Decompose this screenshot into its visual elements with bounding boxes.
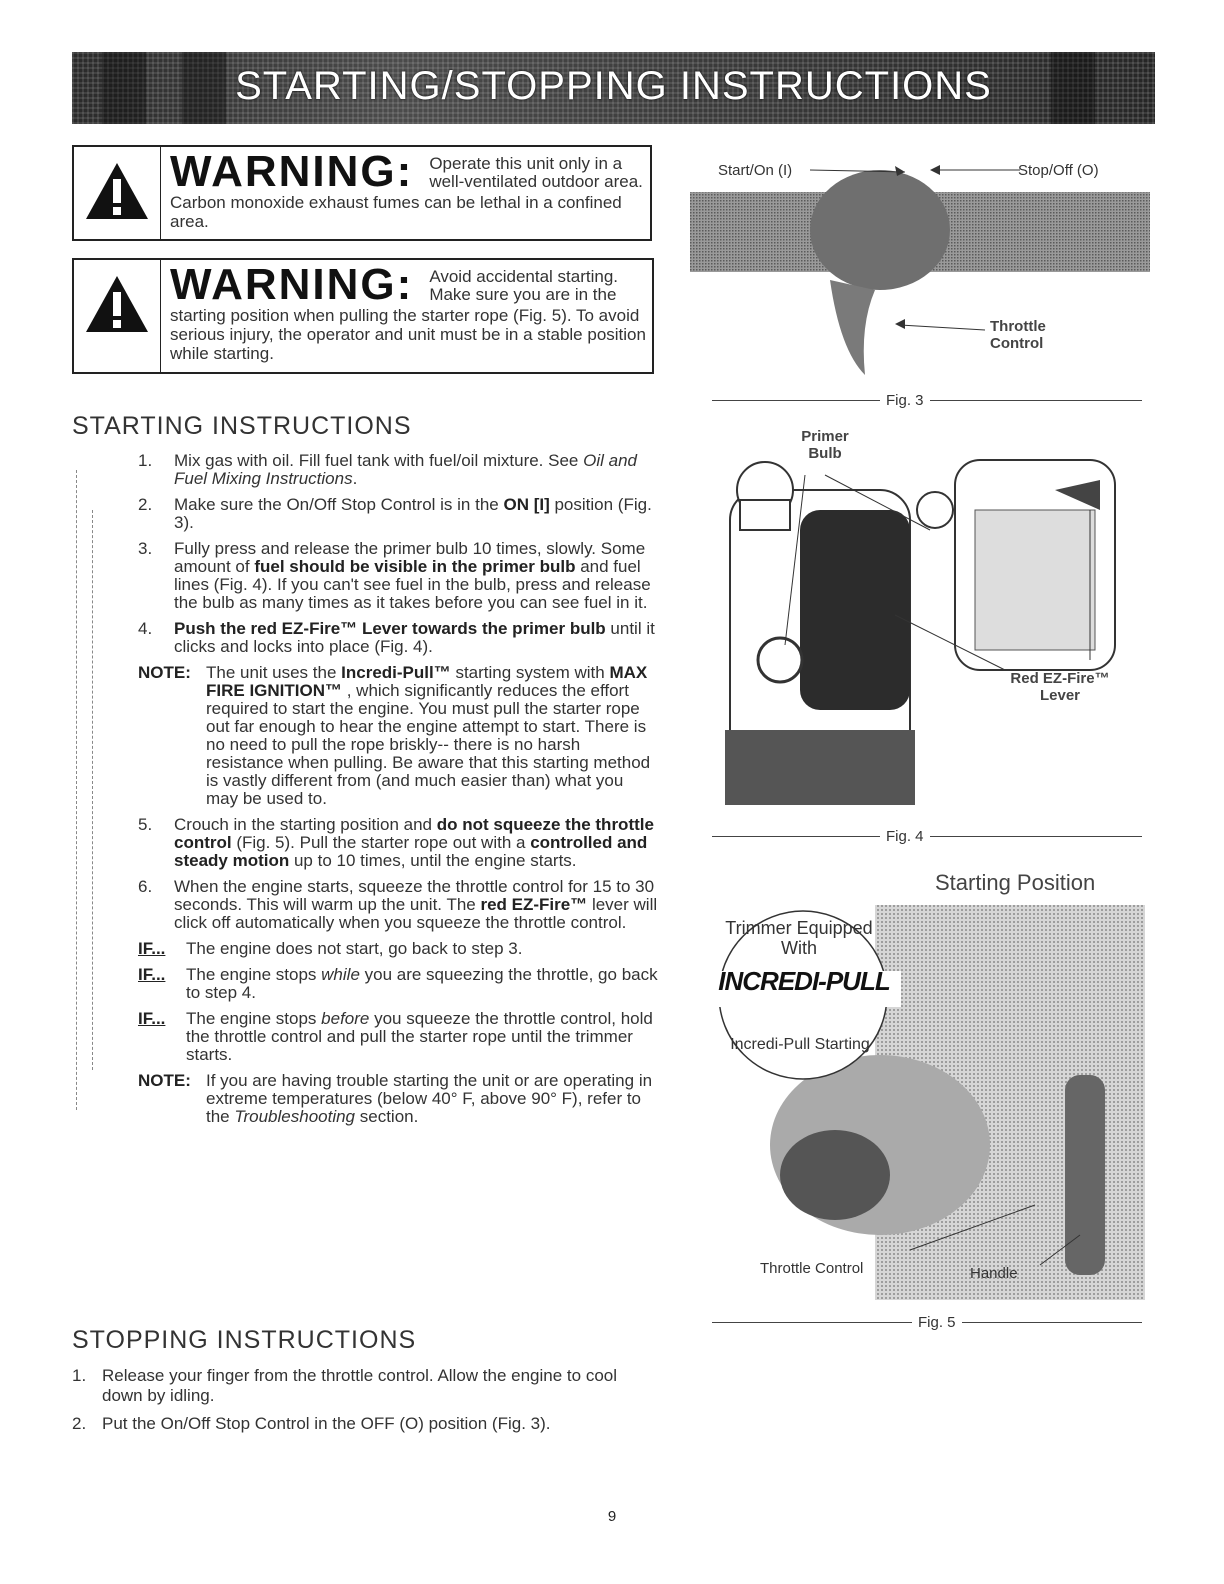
starting-steps [138,452,658,1134]
fig5-label-handle: Handle [970,1265,1018,1282]
fig4-illustration [705,430,1145,820]
if-not-start: IF... The engine does not start, go back to step 3. [138,939,523,958]
fig3-label-stop-off: Stop/Off (O) [1018,162,1099,179]
warning-label: WARNING: [170,147,414,196]
step-1: 1. Mix gas with oil. Fill fuel tank with fuel/oil mixture. See Oil and Fuel Mixing Instructions. [138,451,637,488]
fig5-photo [705,905,1145,1300]
page-number: 9 [607,1508,617,1525]
warning-box-ventilation [72,145,652,241]
header-banner [72,52,1155,124]
stop-switch-housing [810,170,950,290]
fig5-badge-bottom: Incredi-Pull Starting [730,1036,870,1053]
warning-body-text: Carbon monoxide exhaust fumes can be lethal in a confined area. [170,193,622,231]
step-2: 2. Make sure the On/Off Stop Control is in the ON [I] position (Fig. 3). [138,495,652,532]
fig5-caption: Fig. 5 [912,1314,962,1331]
fig5-heading: Starting Position [935,870,1096,895]
step-6: 6. When the engine starts, squeeze the throttle control for 15 to 30 seconds. This will warm up the unit. The red EZ-Fire™ lever will click off automatically when you squeeze the throttle control. [138,877,658,932]
fig3-caption: Fig. 3 [880,392,930,409]
stop-step-2: 2. Put the On/Off Stop Control in the OFF (O) position (Fig. 3). [72,1414,551,1433]
step-5: 5. Crouch in the starting position and do not squeeze the throttle control (Fig. 5). Pull the starter rope out with a controlled and steady motion up to 10 times, until the engine starts. [138,815,654,870]
fig5-badge-top: Trimmer Equipped With [725,918,873,958]
note-incredi-pull: NOTE: The unit uses the Incredi-Pull™ starting system with MAX FIRE IGNITION™ , which significantly reduces the effort required to start the engine. You must pull the starter rope out far enough to hear the engine attempt to start. There is no need to pull the rope briskly-- there is no harsh resistance when pulling. Be aware that this starting method is vastly different from (and much easier than) what you may be used to. [138,663,651,808]
fig4-label-lever: Red EZ-Fire™ Lever [1010,670,1110,704]
stopping-heading: STOPPING INSTRUCTIONS [72,1326,417,1354]
step-3: 3. Fully press and release the primer bulb 10 times, slowly. Some amount of fuel should be visible in the primer bulb and fuel lines (Fig. 4). If you can't see fuel in the bulb, press and release the bulb as many times as it takes before you can see fuel in it. [138,539,651,612]
stopping-steps [72,1366,662,1442]
flow-dashed-line [92,510,93,1070]
fig5-label-throttle: Throttle Control [760,1260,864,1277]
if-stops-before: IF... The engine stops before you squeeze the throttle control, hold the throttle control and pull the starter rope until the trimmer starts. [138,1009,653,1064]
warning-box-accidental-start [72,258,654,374]
throttle-trigger-shape [830,280,875,375]
warning-triangle-icon [84,161,150,221]
flow-dashed-line [76,470,77,1110]
note-troubleshooting: NOTE: If you are having trouble starting the unit or are operating in extreme temperatures (below 40° F, above 90° F), refer to the Troubleshooting section. [138,1071,653,1126]
fig3-label-throttle: Throttle Control [990,318,1046,352]
if-stops-while: IF... The engine stops while you are squeezing the throttle, go back to step 4. [138,965,658,1002]
fig4-label-primer: Primer Bulb [801,428,849,462]
stop-step-1: 1. Release your finger from the throttle control. Allow the engine to cool down by idling. [72,1366,618,1405]
warning-label: WARNING: [170,260,414,309]
warning-lead-text: Avoid accidental starting. Make sure you are in the [429,267,618,304]
warning-body-text: starting position when pulling the starter rope (Fig. 5). To avoid serious injury, the operator and unit must be in a stable position while starting. [170,306,646,363]
fig3-label-start-on: Start/On (I) [718,162,793,179]
page-title: STARTING/STOPPING INSTRUCTIONS [235,64,992,108]
warning-lead-text: Operate this unit only in a well-ventilated outdoor area. [429,154,643,191]
incredi-pull-logo: INCREDI-PULL [718,966,890,996]
starting-heading: STARTING INSTRUCTIONS [72,412,412,440]
fig4-caption: Fig. 4 [880,828,930,845]
step-4: 4. Push the red EZ-Fire™ Lever towards the primer bulb until it clicks and locks into place (Fig. 4). [138,619,655,656]
warning-triangle-icon [84,274,150,334]
